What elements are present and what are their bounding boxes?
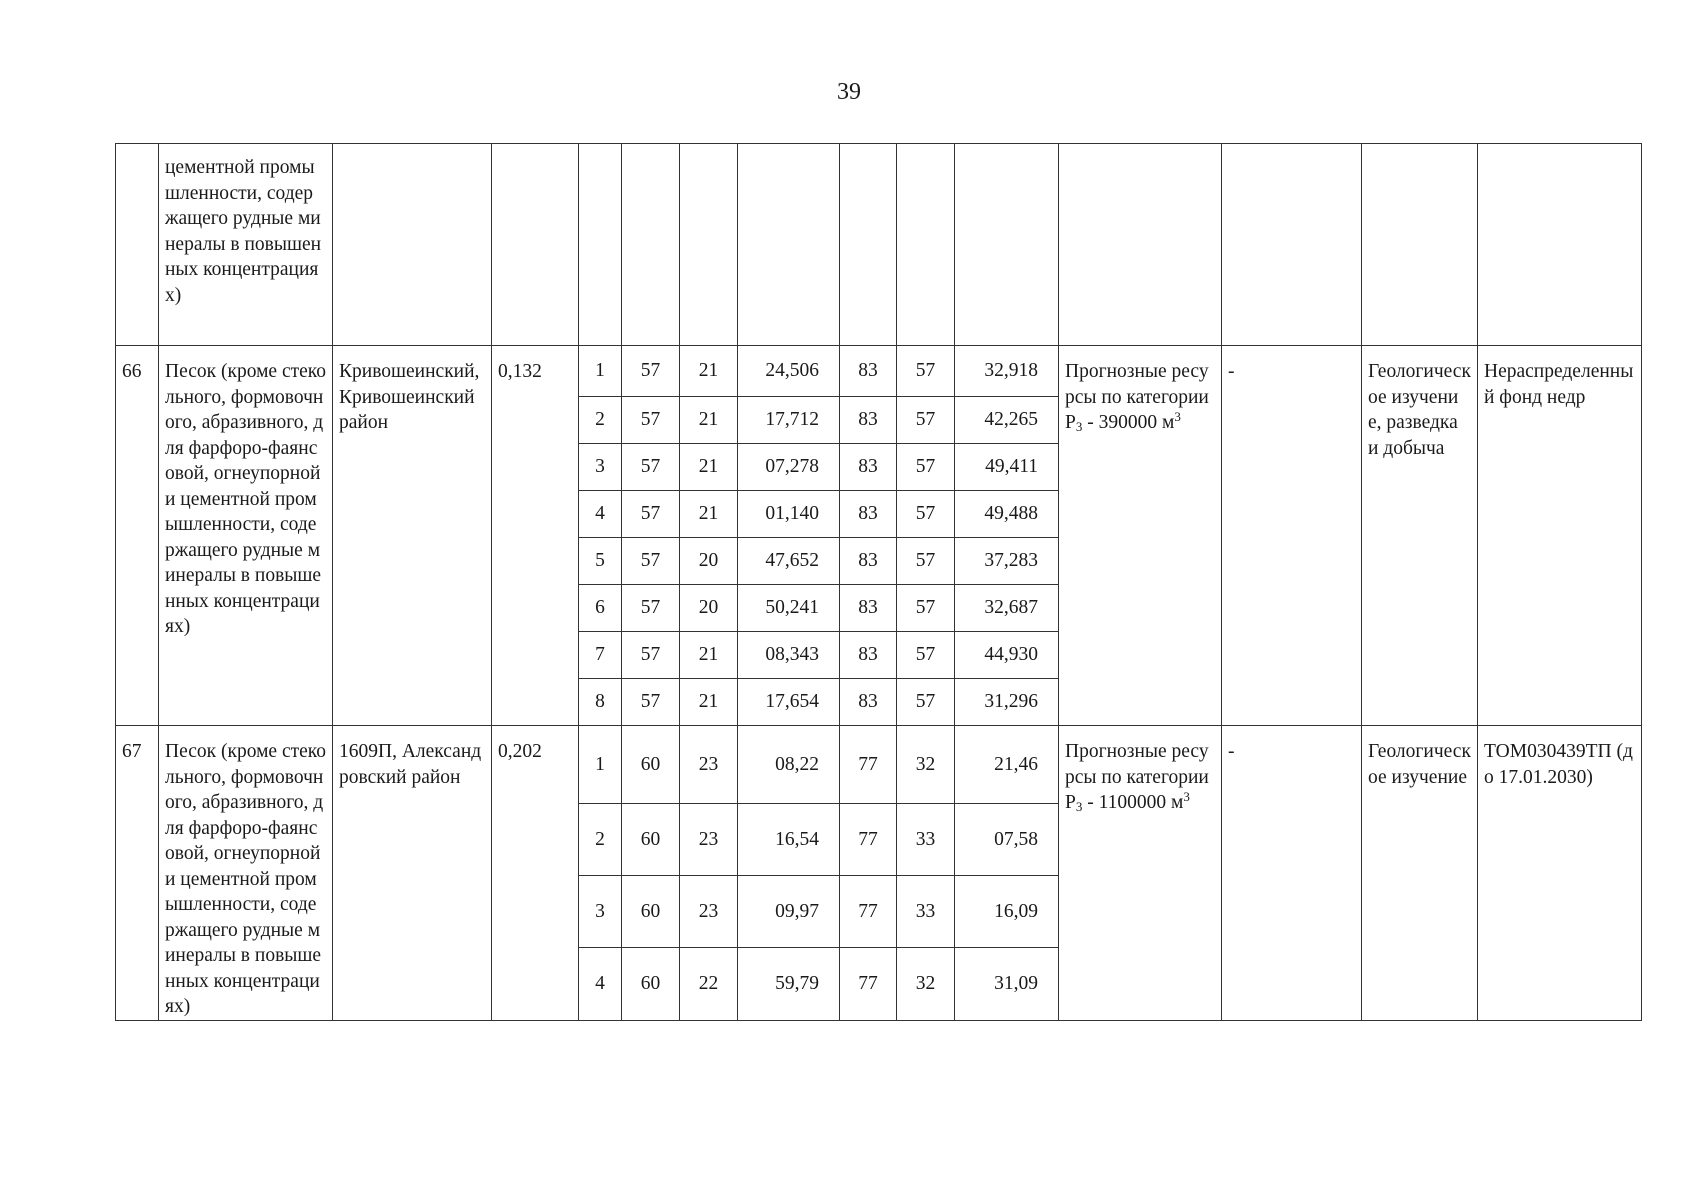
point-number: 1: [579, 346, 622, 397]
point-number: 8: [579, 679, 622, 726]
lon-minutes: 57: [897, 491, 955, 538]
lat-degrees: 57: [622, 679, 680, 726]
unit-superscript: 3: [1183, 789, 1190, 804]
lat-seconds: 17,654: [738, 679, 840, 726]
mineral-name-cell: Песок (кроме стекольного, формовочного, абразивного, для фарфоро-фаянсовой, огнеупорной и цементной промышленности, содержащего рудные минералы в повышенных концентрациях): [159, 346, 333, 726]
registry-row: [116, 726, 1642, 804]
lon-degrees: 83: [840, 679, 897, 726]
lat-seconds: 17,712: [738, 397, 840, 444]
lon-minutes: 33: [897, 804, 955, 876]
lon-degrees: 83: [840, 632, 897, 679]
purpose-cell: Геологическое изучение: [1362, 726, 1478, 1021]
lon-seconds: 07,58: [955, 804, 1059, 876]
license-cell: -: [1222, 346, 1362, 726]
lon-degrees: 83: [840, 444, 897, 491]
resources-text: Прогнозные ресурсы по категории P: [1065, 361, 1209, 433]
lon-minutes: 57: [897, 679, 955, 726]
point-number: 5: [579, 538, 622, 585]
lat-degrees: 60: [622, 726, 680, 804]
lat-degrees: 60: [622, 948, 680, 1020]
lat-degrees: 60: [622, 876, 680, 948]
point-number: 2: [579, 397, 622, 444]
lon-minutes: 57: [897, 346, 955, 397]
lat-seconds: 47,652: [738, 538, 840, 585]
row-number-cell: 66: [116, 346, 159, 726]
lon-seconds: 31,09: [955, 948, 1059, 1020]
location-cell: 1609П, Александровский район: [333, 726, 492, 1021]
lat-degrees: 57: [622, 632, 680, 679]
lon-degrees: 77: [840, 948, 897, 1020]
registry-row: [116, 346, 1642, 397]
resources-volume: - 1100000 м: [1082, 792, 1184, 813]
lat-seconds: 50,241: [738, 585, 840, 632]
lat-seconds: 09,97: [738, 876, 840, 948]
category-subscript: 3: [1075, 799, 1083, 814]
area-cell: 0,202: [492, 726, 579, 1021]
category-subscript: 3: [1075, 419, 1083, 434]
area-cell: 0,132: [492, 346, 579, 726]
location-cell: Кривошеинский, Кривошеинский район: [333, 346, 492, 726]
status-cell: ТОМ030439ТП (до 17.01.2030): [1478, 726, 1642, 1021]
lat-minutes: 22: [680, 948, 738, 1020]
lon-seconds: 44,930: [955, 632, 1059, 679]
lat-minutes: 23: [680, 876, 738, 948]
continuation-name-cell: цементной промышленности, содержащего рудные минералы в повышенных концентрациях): [159, 144, 333, 346]
point-number: 3: [579, 444, 622, 491]
lat-degrees: 57: [622, 397, 680, 444]
lon-degrees: 83: [840, 585, 897, 632]
row-number-cell: 67: [116, 726, 159, 1021]
lon-seconds: 16,09: [955, 876, 1059, 948]
lat-minutes: 21: [680, 632, 738, 679]
lon-degrees: 77: [840, 876, 897, 948]
subsoil-registry-table: [115, 143, 1642, 1021]
point-number: 1: [579, 726, 622, 804]
lat-minutes: 21: [680, 679, 738, 726]
lat-seconds: 08,22: [738, 726, 840, 804]
lat-seconds: 01,140: [738, 491, 840, 538]
lat-seconds: 16,54: [738, 804, 840, 876]
status-cell: Нераспределенный фонд недр: [1478, 346, 1642, 726]
lon-minutes: 32: [897, 948, 955, 1020]
lon-minutes: 57: [897, 632, 955, 679]
point-number: 4: [579, 948, 622, 1020]
lon-seconds: 42,265: [955, 397, 1059, 444]
lat-degrees: 60: [622, 804, 680, 876]
lat-seconds: 07,278: [738, 444, 840, 491]
lat-seconds: 59,79: [738, 948, 840, 1020]
lat-degrees: 57: [622, 585, 680, 632]
lat-seconds: 24,506: [738, 346, 840, 397]
lon-minutes: 33: [897, 876, 955, 948]
forecast-resources-cell: [1059, 726, 1222, 1021]
lat-minutes: 23: [680, 726, 738, 804]
point-number: 7: [579, 632, 622, 679]
point-number: 3: [579, 876, 622, 948]
lat-minutes: 21: [680, 346, 738, 397]
continuation-row: [116, 144, 1642, 346]
lon-seconds: 49,411: [955, 444, 1059, 491]
lon-seconds: 49,488: [955, 491, 1059, 538]
lon-seconds: 21,46: [955, 726, 1059, 804]
lat-minutes: 23: [680, 804, 738, 876]
license-cell: -: [1222, 726, 1362, 1021]
lat-minutes: 21: [680, 444, 738, 491]
lat-minutes: 21: [680, 397, 738, 444]
lon-minutes: 57: [897, 397, 955, 444]
lat-degrees: 57: [622, 346, 680, 397]
lon-minutes: 57: [897, 585, 955, 632]
lon-degrees: 83: [840, 538, 897, 585]
mineral-name-cell: Песок (кроме стекольного, формовочного, абразивного, для фарфоро-фаянсовой, огнеупорной и цементной промышленности, содержащего рудные минералы в повышенных концентрациях): [159, 726, 333, 1021]
unit-superscript: 3: [1174, 409, 1181, 424]
resources-volume: - 390000 м: [1082, 412, 1175, 433]
resources-text: Прогнозные ресурсы по категории P: [1065, 741, 1209, 813]
lat-degrees: 57: [622, 444, 680, 491]
lon-degrees: 83: [840, 491, 897, 538]
point-number: 4: [579, 491, 622, 538]
lat-degrees: 57: [622, 538, 680, 585]
lon-degrees: 77: [840, 804, 897, 876]
point-number: 2: [579, 804, 622, 876]
lon-minutes: 32: [897, 726, 955, 804]
lon-seconds: 37,283: [955, 538, 1059, 585]
lat-minutes: 20: [680, 538, 738, 585]
point-number: 6: [579, 585, 622, 632]
lon-seconds: 32,918: [955, 346, 1059, 397]
page-number: 39: [837, 79, 861, 105]
lat-minutes: 21: [680, 491, 738, 538]
lon-degrees: 77: [840, 726, 897, 804]
lon-seconds: 31,296: [955, 679, 1059, 726]
lat-degrees: 57: [622, 491, 680, 538]
lon-minutes: 57: [897, 444, 955, 491]
forecast-resources-cell: [1059, 346, 1222, 726]
lat-seconds: 08,343: [738, 632, 840, 679]
lon-minutes: 57: [897, 538, 955, 585]
lat-minutes: 20: [680, 585, 738, 632]
lon-degrees: 83: [840, 346, 897, 397]
lon-degrees: 83: [840, 397, 897, 444]
purpose-cell: Геологическое изучение, разведка и добыча: [1362, 346, 1478, 726]
lon-seconds: 32,687: [955, 585, 1059, 632]
